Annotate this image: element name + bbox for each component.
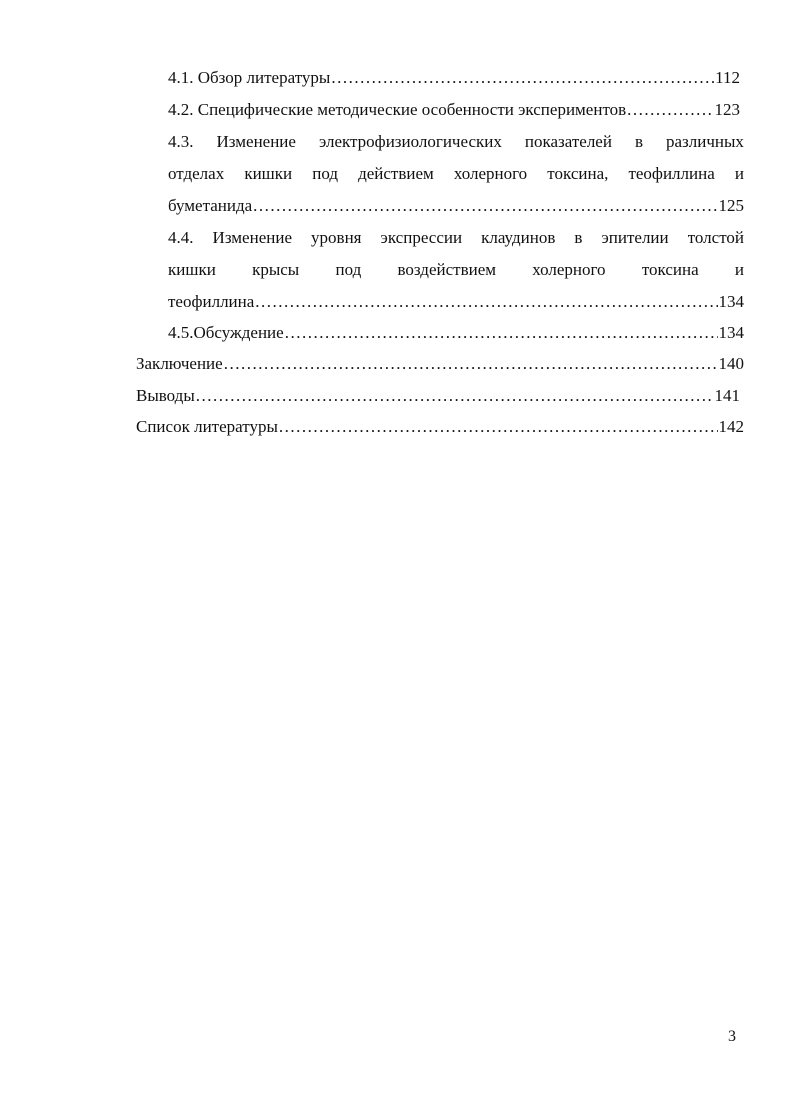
word: и — [734, 260, 744, 279]
word: холерного — [453, 164, 528, 183]
toc-entry-page: 142 — [718, 417, 744, 436]
word: и — [734, 164, 744, 183]
word: токсина, — [547, 164, 609, 183]
toc-entry-last-line — [168, 292, 744, 312]
word: различных — [666, 132, 744, 151]
word: клаудинов — [481, 228, 556, 247]
word: Изменение — [212, 228, 292, 247]
word: холерного — [532, 260, 606, 279]
word: эпителии — [601, 228, 669, 247]
word: электрофизиологических — [318, 132, 502, 151]
toc-entry-page: 112 — [715, 68, 740, 87]
toc-entry-page: 125 — [718, 196, 744, 215]
toc-entry-4-1[interactable] — [168, 68, 740, 88]
toc-entry-page: 141 — [714, 386, 740, 405]
word: 4.3. — [168, 132, 194, 151]
toc-entry-last-line — [168, 196, 744, 216]
toc-entry-text-line — [168, 164, 744, 184]
toc-dot-leader — [331, 68, 714, 88]
toc-entry-conclusion[interactable] — [136, 354, 744, 374]
word: толстой — [687, 228, 744, 247]
page-number: 3 — [728, 1028, 736, 1045]
toc-dot-leader — [224, 354, 718, 374]
toc-dot-leader — [196, 386, 714, 406]
toc-dot-leader — [255, 292, 717, 312]
toc-entry-label: Список литературы — [136, 417, 278, 436]
toc-entry-references[interactable] — [136, 417, 744, 437]
toc-entry-page: 140 — [718, 354, 744, 373]
toc-entry-text-line — [168, 132, 744, 152]
toc-entry-label: 4.5.Обсуждение — [168, 323, 284, 342]
toc-entry-label: Выводы — [136, 386, 195, 405]
toc-dot-leader — [285, 323, 718, 343]
toc-dot-leader — [627, 100, 713, 120]
word: под — [312, 164, 338, 183]
word: крысы — [252, 260, 300, 279]
toc-entry-page: 134 — [718, 323, 744, 342]
word: теофиллина — [628, 164, 715, 183]
word: уровня — [311, 228, 362, 247]
toc-entry-text-line — [168, 260, 744, 280]
toc-entry-label: теофиллина — [168, 292, 255, 311]
toc-entry-findings[interactable] — [136, 386, 740, 406]
toc-entry-text-line — [168, 228, 744, 248]
word: действием — [358, 164, 434, 183]
word: показателей — [524, 132, 612, 151]
word: кишки — [244, 164, 293, 183]
toc-entry-page: 134 — [718, 292, 744, 311]
toc-entry-page: 123 — [714, 100, 740, 119]
toc-dot-leader — [253, 196, 717, 216]
word: воздействием — [397, 260, 496, 279]
toc-entry-label: 4.2. Специфические методические особенности экспериментов — [168, 100, 627, 119]
word: в — [574, 228, 583, 247]
word: в — [634, 132, 643, 151]
toc-dot-leader — [279, 417, 718, 437]
toc-entry-4-5[interactable] — [168, 323, 744, 343]
word: экспрессии — [380, 228, 463, 247]
toc-entry-4-2[interactable] — [168, 100, 740, 120]
toc-entry-label: Заключение — [136, 354, 223, 373]
word: 4.4. — [168, 228, 194, 247]
toc-entry-label: 4.1. Обзор литературы — [168, 68, 331, 87]
toc-entry-label: буметанида — [168, 196, 253, 215]
word: кишки — [168, 260, 216, 279]
word: отделах — [168, 164, 225, 183]
word: Изменение — [216, 132, 296, 151]
word: под — [335, 260, 362, 279]
word: токсина — [641, 260, 699, 279]
